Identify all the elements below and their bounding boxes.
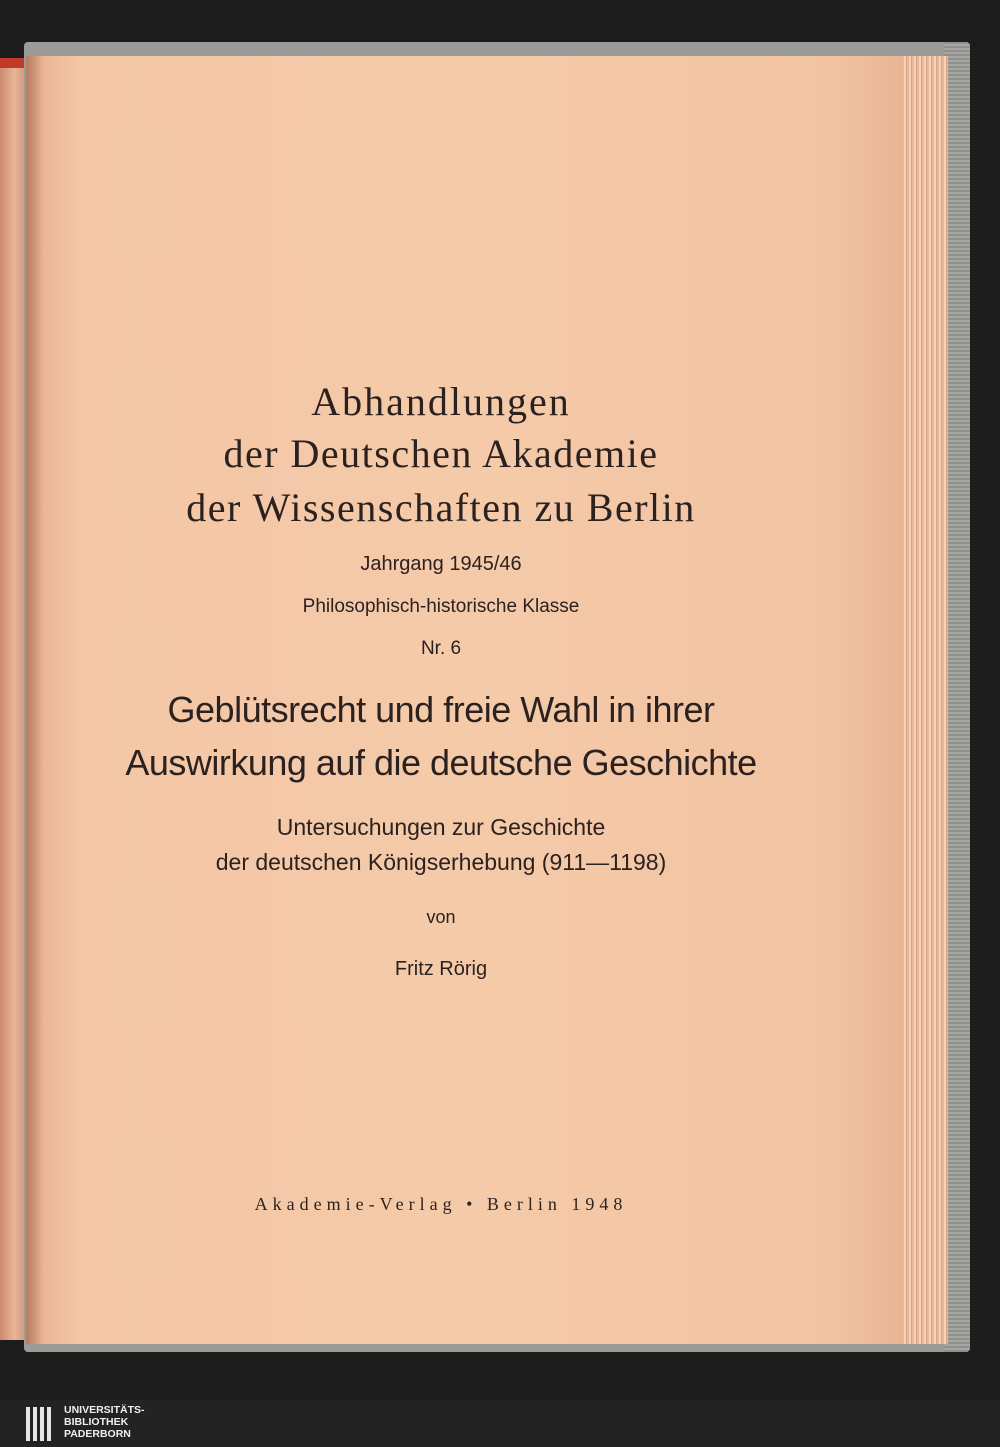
library-logo-line: PADERBORN bbox=[64, 1428, 131, 1440]
author-name: Fritz Rörig bbox=[394, 958, 488, 980]
page-fore-edge bbox=[902, 56, 948, 1344]
academy-class: Philosophisch-historische Klasse bbox=[302, 596, 580, 617]
series-title-line-2: der Deutschen Akademie bbox=[223, 431, 659, 476]
library-footer-bar bbox=[0, 1400, 1000, 1447]
library-logo-line: UNIVERSITÄTS- bbox=[64, 1404, 145, 1416]
work-title-line-2: Auswirkung auf die deutsche Geschichte bbox=[125, 742, 757, 783]
left-page-edge bbox=[0, 58, 26, 1340]
subtitle-line-2: der deutschen Königserhebung (911—1198) bbox=[215, 849, 667, 875]
work-title-line-1: Geblütsrecht und freie Wahl in ihrer bbox=[167, 689, 715, 730]
publisher-imprint: Akademie-Verlag • Berlin 1948 bbox=[254, 1194, 628, 1214]
subtitle-line-1: Untersuchungen zur Geschichte bbox=[276, 814, 606, 840]
library-logo-line: BIBLIOTHEK bbox=[64, 1416, 129, 1428]
by-line: von bbox=[426, 907, 456, 927]
title-page bbox=[26, 56, 948, 1344]
library-logo-icon bbox=[26, 1407, 56, 1441]
volume-year: Jahrgang 1945/46 bbox=[360, 553, 522, 575]
library-logo-text bbox=[64, 1404, 145, 1440]
series-title-line-3: der Wissenschaften zu Berlin bbox=[186, 485, 696, 530]
issue-number: Nr. 6 bbox=[420, 638, 462, 659]
series-title-line-1: Abhandlungen bbox=[311, 379, 571, 424]
